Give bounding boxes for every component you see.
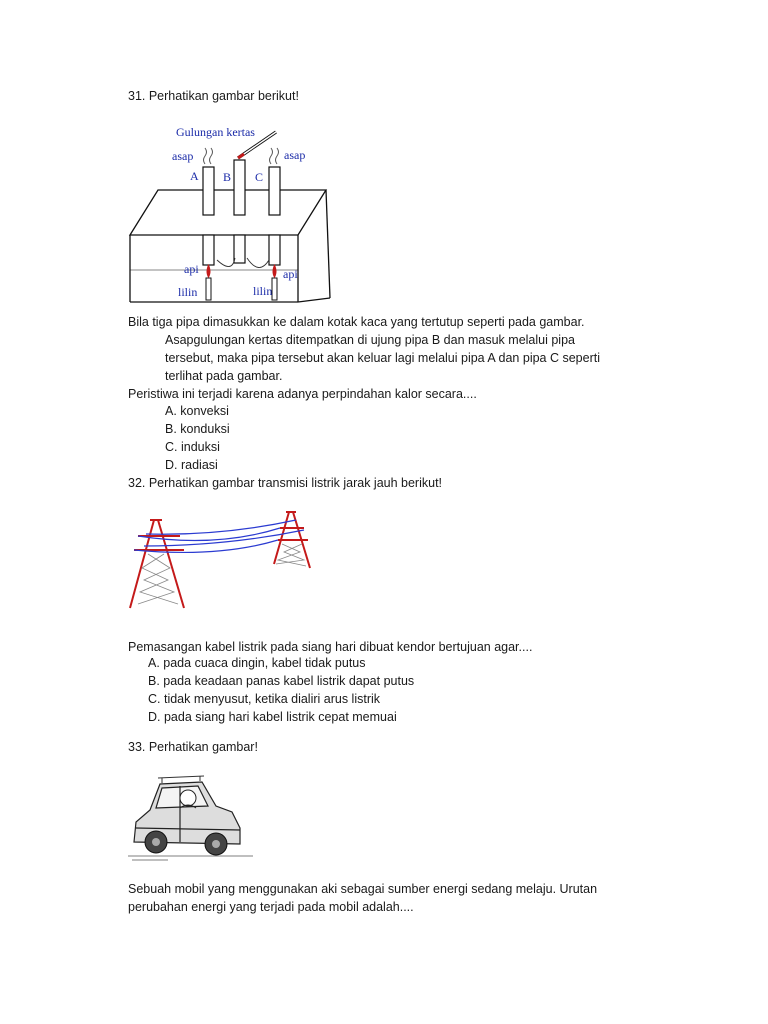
pipe-b-lower xyxy=(234,235,245,263)
q31-option-b[interactable]: B. konduksi xyxy=(165,422,230,436)
tower-left xyxy=(130,520,184,608)
q31-question: Peristiwa ini terjadi karena adanya perpindahan kalor secara.... xyxy=(128,387,477,401)
q32-option-a[interactable]: A. pada cuaca dingin, kabel tidak putus xyxy=(148,656,366,670)
q32-option-d[interactable]: D. pada siang hari kabel listrik cepat memuai xyxy=(148,710,397,724)
candle-left-label: lilin xyxy=(178,285,198,299)
transmission-tower-figure xyxy=(126,506,316,616)
pipe-a-upper xyxy=(203,167,214,215)
smoke-left-label: asap xyxy=(172,149,194,163)
car-figure xyxy=(128,770,258,865)
q31-option-a[interactable]: A. konveksi xyxy=(165,404,229,418)
paper-roll-label: Gulungan kertas xyxy=(176,125,255,139)
tower-left-lattice xyxy=(138,554,178,604)
pipe-c-label: C xyxy=(255,170,264,184)
question-32-heading: 32. Perhatikan gambar transmisi listrik jarak jauh berikut! xyxy=(128,476,443,490)
pipe-b-label: B xyxy=(223,170,232,184)
ground-lines xyxy=(128,856,253,860)
candle-right-label: lilin xyxy=(253,284,273,298)
pipe-a-label: A xyxy=(190,169,199,183)
glass-box xyxy=(130,190,330,302)
question-33-heading: 33. Perhatikan gambar! xyxy=(128,740,258,754)
q32-option-b[interactable]: B. pada keadaan panas kabel listrik dapat putus xyxy=(148,674,415,688)
q32-question: Pemasangan kabel listrik pada siang hari dibuat kendor bertujuan agar.... xyxy=(128,640,533,654)
pipe-c-lower xyxy=(269,235,280,265)
fire-right-label: api xyxy=(283,267,298,281)
convection-box-figure xyxy=(126,120,336,310)
q33-question-line-1: Sebuah mobil yang menggunakan aki sebagai sumber energi sedang melaju. Urutan xyxy=(128,882,598,896)
pipe-c-upper xyxy=(269,167,280,215)
tower-right-lattice xyxy=(276,544,306,566)
q31-paragraph-line-3: tersebut, maka pipa tersebut akan keluar lagi melalui pipa A dan pipa C seperti xyxy=(165,351,600,365)
q31-paragraph-line-4: terlihat pada gambar. xyxy=(165,369,283,383)
q32-option-c[interactable]: C. tidak menyusut, ketika dialiri arus listrik xyxy=(148,692,381,706)
q31-option-d[interactable]: D. radiasi xyxy=(165,458,218,472)
q31-option-c[interactable]: C. induksi xyxy=(165,440,220,454)
fire-left-label: api xyxy=(184,262,199,276)
q31-paragraph-line-2: Asapgulungan kertas ditempatkan di ujung pipa B dan masuk melalui pipa xyxy=(165,333,575,347)
smoke-right-label: asap xyxy=(284,148,306,162)
pipe-a-lower xyxy=(203,235,214,265)
q31-paragraph-line-1: Bila tiga pipa dimasukkan ke dalam kotak kaca yang tertutup seperti pada gambar. xyxy=(128,315,585,329)
question-31-heading: 31. Perhatikan gambar berikut! xyxy=(128,89,299,103)
pipe-b-upper xyxy=(234,160,245,215)
q33-question-line-2: perubahan energi yang terjadi pada mobil adalah.... xyxy=(128,900,414,914)
